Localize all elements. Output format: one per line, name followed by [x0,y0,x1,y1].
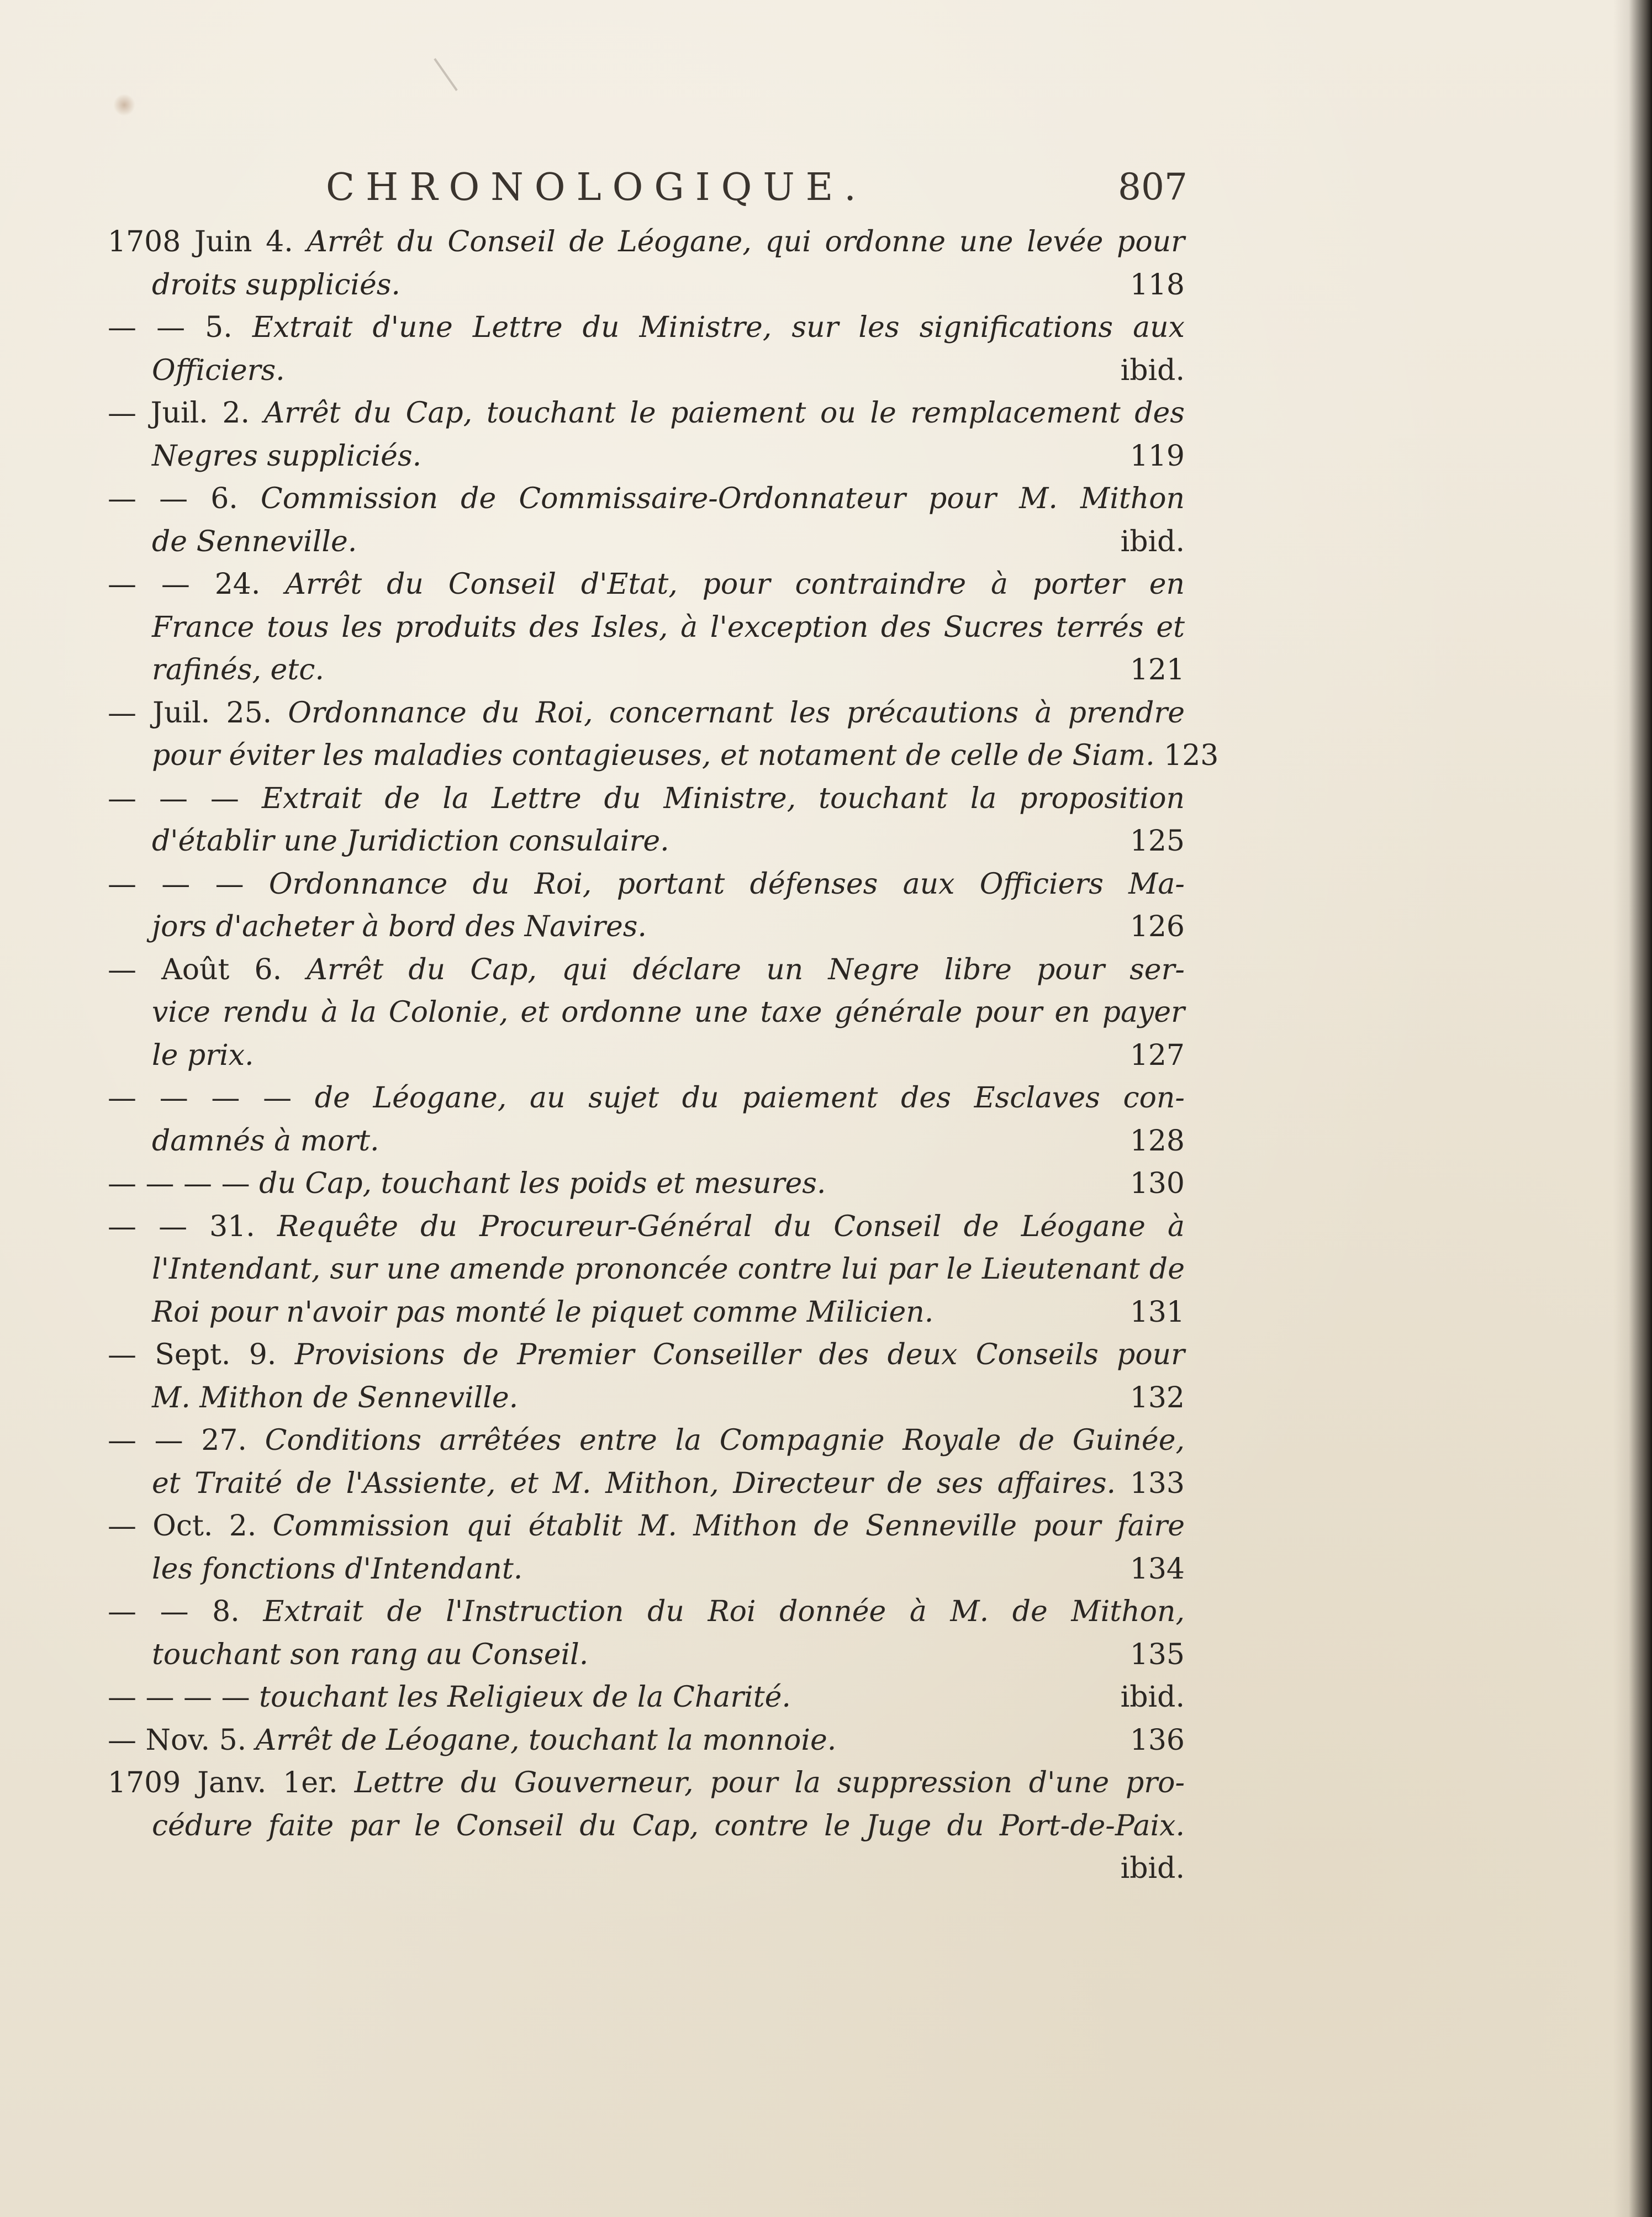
entry-text: Provisions de Premier Conseiller des deux Conseils pour [294,1338,1185,1371]
entry-text: vice rendu à la Colonie, et ordonne une taxe générale pour en payer [152,996,1185,1029]
page-number: 807 [1118,166,1187,208]
entry-page: ibid. [1120,1681,1185,1714]
entry-page: 123 [1164,739,1219,772]
page-edge-shadow [1613,0,1652,2217]
paper-mark [434,58,457,91]
entry-page: 121 [1130,653,1185,687]
entry-page: 126 [1130,910,1185,943]
entry-page: 128 [1130,1124,1185,1158]
entry-text: Arrêt de Léogane, touchant la monnoie. [255,1723,837,1757]
entry-text: Officiers. [152,353,285,387]
entry-text: Commission de Commissaire-Ordonnateur pour M. Mithon [260,482,1185,515]
entry-text: les fonctions d'Intendant. [152,1552,523,1586]
entry-line [108,863,1185,906]
entry-line [108,1505,1185,1548]
entry-date: — Juil. 2. [108,397,250,430]
entry-page: 125 [1130,825,1185,858]
entry-line [108,906,1185,949]
running-head-title: CHRONOLOGIQUE. [326,166,867,209]
entry-date: — — 8. [108,1595,240,1628]
chronological-table [108,221,1219,1891]
entry-line [108,1334,1185,1377]
entry-text: Arrêt du Conseil d'Etat, pour contraindre à porter en [285,568,1185,601]
entry-text: touchant son rang au Conseil. [152,1638,589,1671]
entry-text: Ordonnance du Roi, portant défenses aux Officiers Ma- [268,867,1185,901]
entry-line [108,692,1185,735]
entry-date: — — 6. [108,482,238,515]
running-head [326,166,1187,215]
entry-date: — — — — [108,1167,250,1200]
entry-line [108,1591,1185,1634]
entry-text: M. Mithon de Senneville. [152,1381,519,1414]
entry-text: l'Intendant, sur une amende prononcée contre lui par le Lieutenant de [152,1253,1185,1286]
entry-text: France tous les produits des Isles, à l'exception des Sucres terrés et [152,610,1185,644]
entry-text: d'établir une Juridiction consulaire. [152,825,669,858]
entry-date: — — 27. [108,1424,247,1457]
entry-line [108,1676,1185,1719]
entry-text: Extrait d'une Lettre du Ministre, sur les significations aux [252,311,1185,344]
entry-text: cédure faite par le Conseil du Cap, contre le Juge du Port-de-Paix. [152,1809,1185,1843]
entry-text: le prix. [152,1038,254,1072]
entry-date: — — 5. [108,311,233,344]
entry-line [108,1248,1185,1291]
entry-page: 131 [1130,1295,1185,1329]
entry-page: 134 [1130,1552,1185,1586]
entry-line [108,820,1185,863]
entry-text: damnés à mort. [152,1124,379,1158]
entry-line [108,1377,1185,1420]
entry-line [108,1291,1185,1334]
entry-line [108,778,1185,821]
entry-text: jors d'acheter à bord des Navires. [152,910,647,943]
entry-line [108,735,1219,778]
entry-line [108,221,1185,264]
entry-text: Requête du Procureur-Général du Conseil de Léogane à [277,1210,1185,1243]
entry-text: Extrait de la Lettre du Ministre, touchant la proposition [261,782,1185,815]
entry-line [108,1634,1185,1677]
entry-date: — — — [108,782,239,815]
entry-page: 119 [1130,439,1185,473]
entry-line [108,392,1185,435]
entry-text: Arrêt du Conseil de Léogane, qui ordonne une levée pour [307,225,1185,258]
entry-line [108,1719,1185,1762]
entry-date: — Nov. 5. [108,1723,247,1757]
entry-date: — — — — [108,1681,250,1714]
entry-page: ibid. [1120,1852,1185,1885]
entry-line [108,1548,1185,1591]
entry-line [108,563,1185,606]
entry-date: — — 31. [108,1210,255,1243]
entry-text: rafinés, etc. [152,653,324,687]
foxing-spot [113,94,135,116]
entry-line [108,991,1185,1034]
entry-text: Extrait de l'Instruction du Roi donnée à M. de Mithon, [263,1595,1185,1628]
entry-text: Negres suppliciés. [152,439,422,473]
entry-line [108,1206,1185,1249]
entry-line [108,350,1185,393]
entry-page: 136 [1130,1723,1185,1757]
entry-line [108,1463,1185,1506]
entry-page: 133 [1130,1466,1185,1500]
entry-page: ibid. [1120,353,1185,387]
entry-line [108,264,1185,307]
entry-date: — Sept. 9. [108,1338,277,1371]
entry-line [108,1762,1185,1805]
entry-page: 132 [1130,1381,1185,1414]
entry-line [108,649,1185,692]
entry-page: 130 [1130,1167,1185,1200]
entry-line [108,1805,1185,1848]
entry-text: de Senneville. [152,525,357,558]
entry-text: de Léogane, au sujet du paiement des Esclaves con- [314,1081,1185,1115]
entry-text: du Cap, touchant les poids et mesures. [259,1167,826,1200]
entry-date: — Juil. 25. [108,696,272,730]
entry-text: Conditions arrêtées entre la Compagnie Royale de Guinée, [265,1424,1185,1457]
entry-line [108,1120,1185,1163]
entry-text: Arrêt du Cap, qui déclare un Negre libre pour ser- [307,953,1185,986]
entry-line [108,606,1185,650]
entry-text: pour éviter les maladies contagieuses, et notament de celle de Siam. [152,739,1155,772]
entry-line [108,949,1185,992]
entry-line [108,307,1185,350]
entry-line [108,1847,1185,1891]
entry-page: ibid. [1120,525,1185,558]
entry-date: 1708 Juin 4. [108,225,293,258]
entry-page: 127 [1130,1038,1185,1072]
entry-text: Ordonnance du Roi, concernant les précautions à prendre [288,696,1185,730]
entry-date: — — 24. [108,568,261,601]
entry-text: droits suppliciés. [152,268,400,302]
entry-page: 135 [1130,1638,1185,1671]
entry-text: Roi pour n'avoir pas monté le piquet comme Milicien. [152,1295,934,1329]
entry-text: Lettre du Gouverneur, pour la suppression d'une pro- [354,1766,1185,1799]
entry-text: Commission qui établit M. Mithon de Senneville pour faire [272,1509,1185,1543]
entry-text: touchant les Religieux de la Charité. [259,1681,791,1714]
entry-date: — Août 6. [108,953,282,986]
entry-line [108,1077,1185,1120]
entry-date: — — — [108,867,244,901]
entry-line [108,1034,1185,1078]
entry-line [108,1419,1185,1463]
entry-page: 118 [1130,268,1185,302]
entry-date: — — — — [108,1081,292,1115]
entry-date: — Oct. 2. [108,1509,257,1543]
entry-line [108,435,1185,478]
entry-date: 1709 Janv. 1er. [108,1766,338,1799]
entry-line [108,1163,1185,1206]
entry-text: et Traité de l'Assiente, et M. Mithon, Directeur de ses affaires. [152,1466,1116,1500]
entry-line [108,521,1185,564]
entry-line [108,478,1185,521]
entry-text: Arrêt du Cap, touchant le paiement ou le remplacement des [263,397,1185,430]
